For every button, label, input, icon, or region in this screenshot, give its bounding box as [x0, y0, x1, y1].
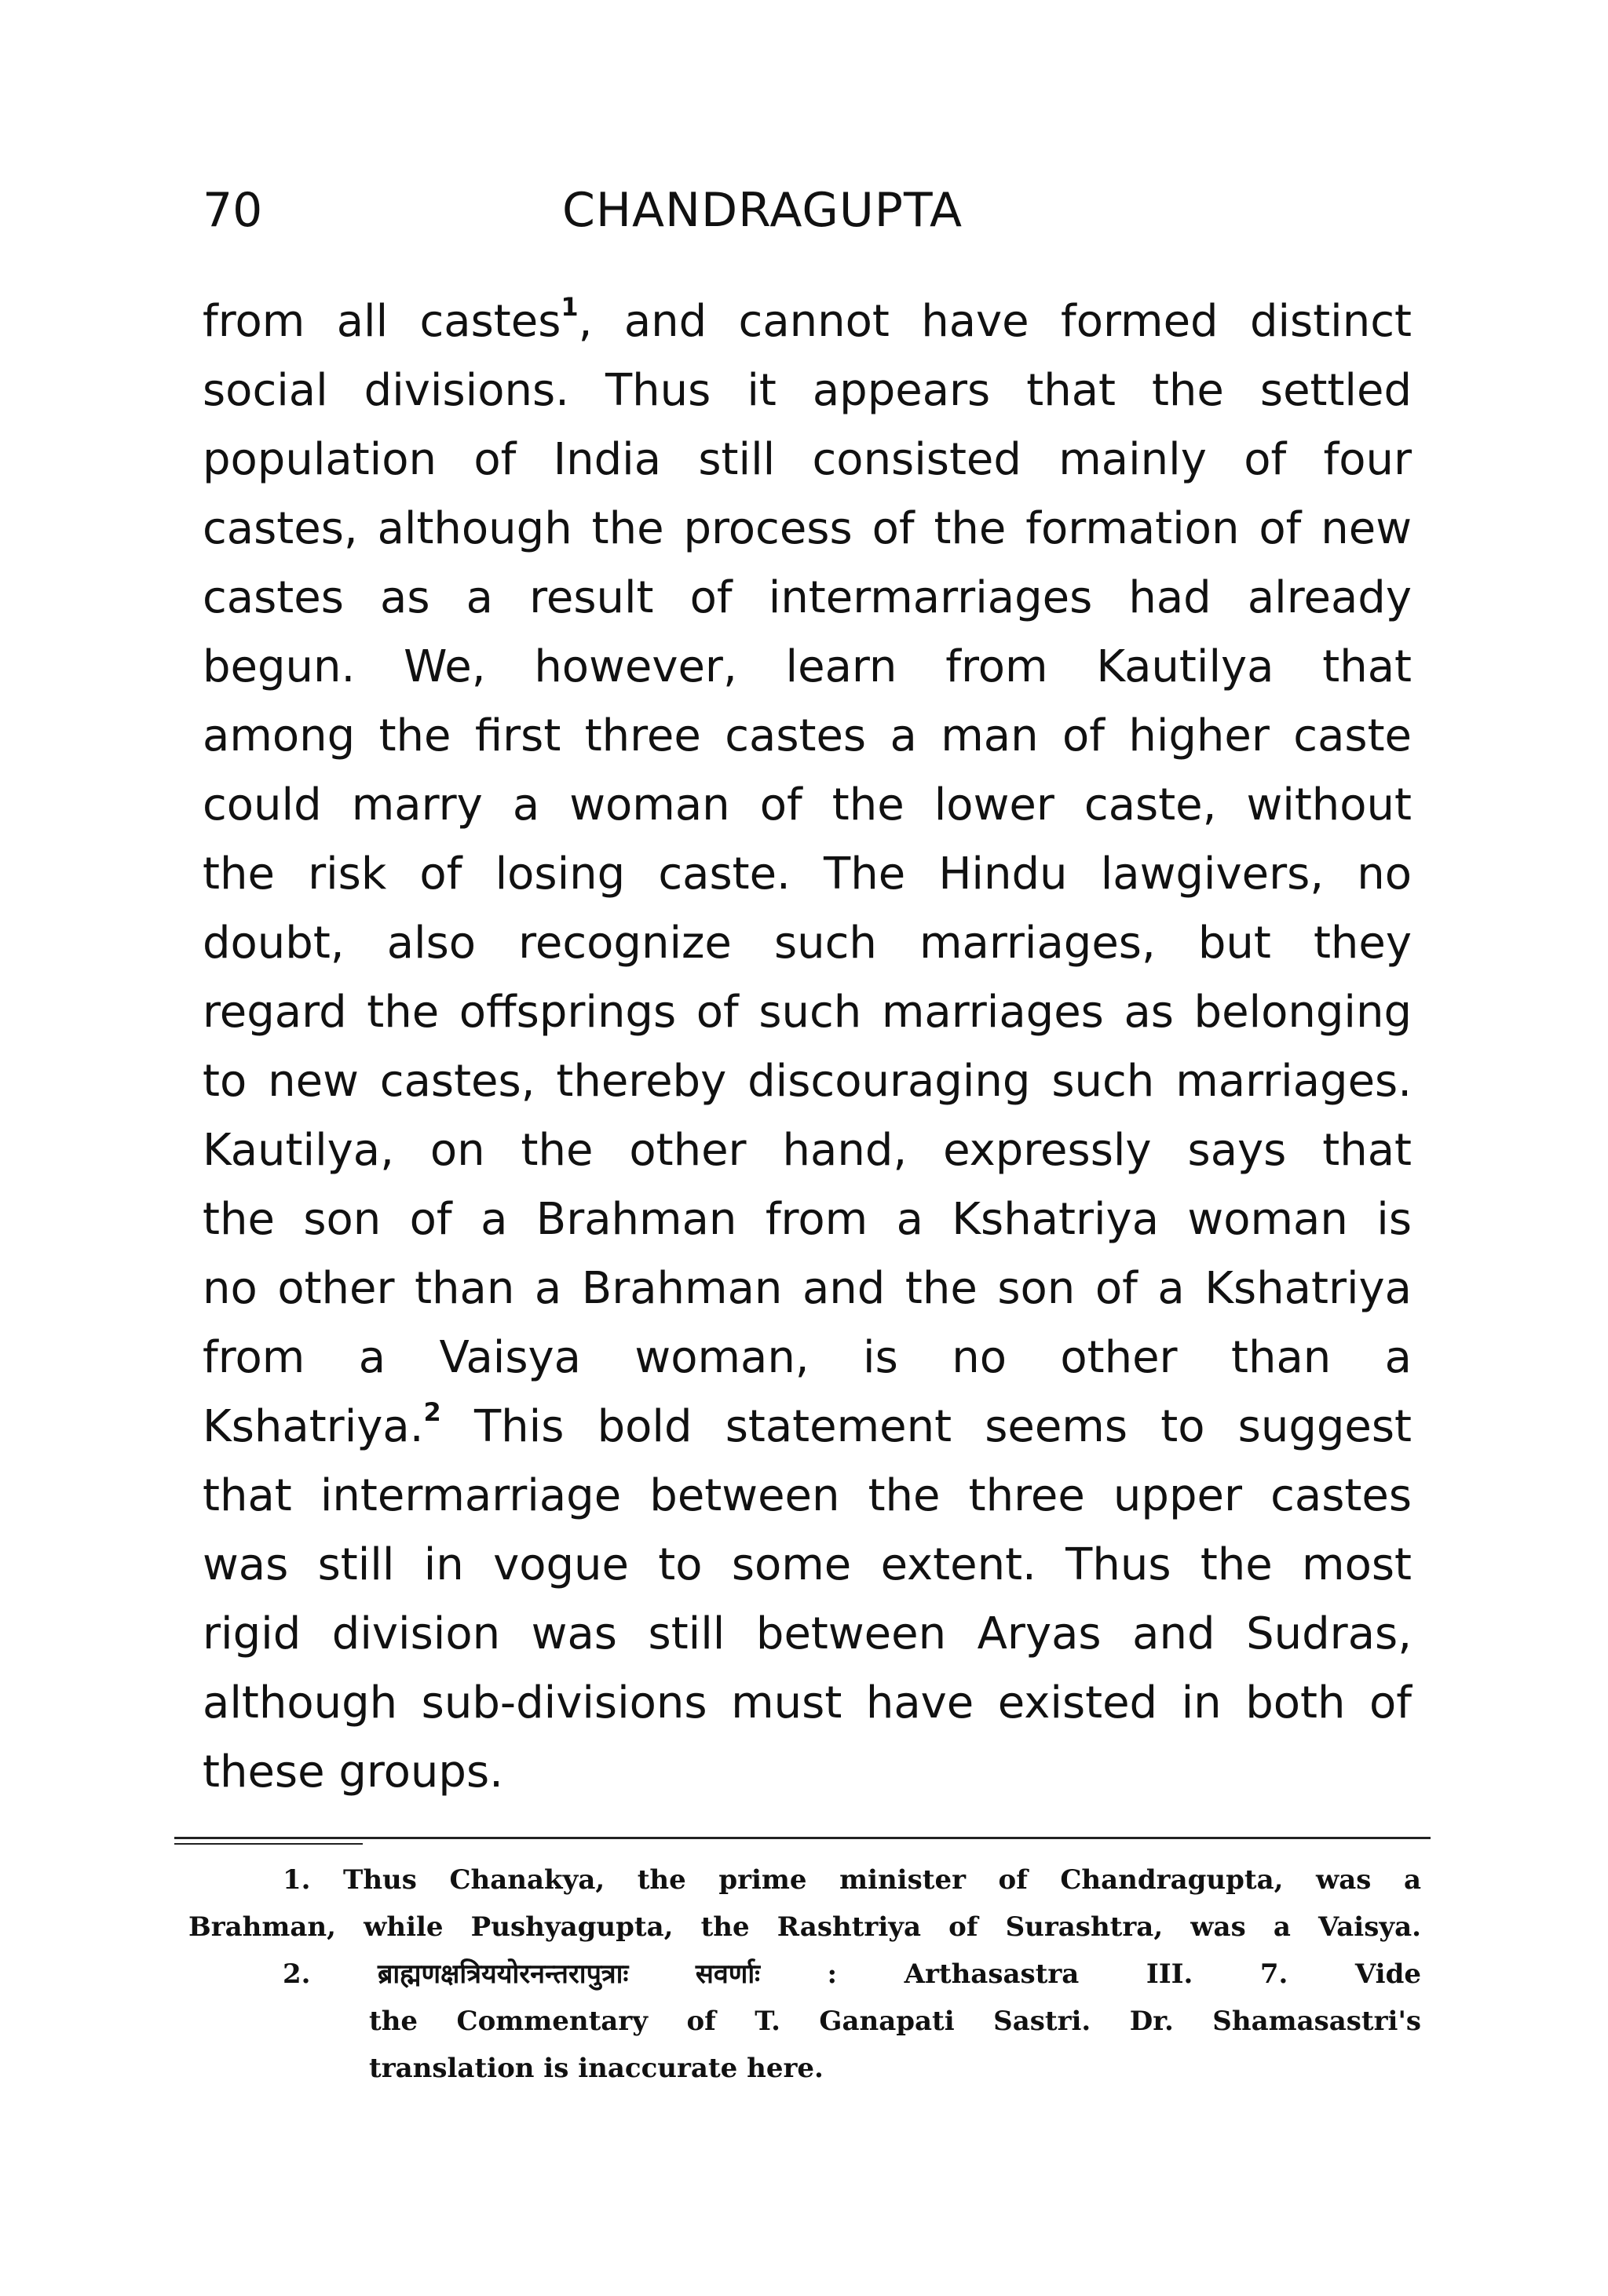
- body-line: to new castes, thereby discouraging such marriages.: [203, 1056, 1412, 1107]
- running-title: CHANDRAGUPTA: [562, 183, 963, 238]
- body-line: [203, 287, 1412, 356]
- footnote-line: 2. ब्राह्मणक्षत्रिययोरनन्तरापुत्राः सवर्णाः : Arthasastra III. 7. Vide: [283, 1958, 1421, 1990]
- body-line: although sub-divisions must have existed in both of: [203, 1677, 1412, 1728]
- body-line: from a Vaisya woman, is no other than a: [203, 1332, 1412, 1383]
- body-line: that intermarriage between the three upper castes: [203, 1470, 1412, 1521]
- footnote-marker: 2: [423, 1397, 441, 1427]
- body-line: rigid division was still between Aryas and Sudras,: [203, 1608, 1412, 1659]
- body-line: the son of a Brahman from a Kshatriya woman is: [203, 1194, 1412, 1245]
- body-line: castes as a result of intermarriages had already: [203, 572, 1412, 623]
- body-line: the risk of losing caste. The Hindu lawgivers, no: [203, 849, 1412, 900]
- footnote-divider-short: [174, 1843, 363, 1845]
- footnote-line: translation is inaccurate here.: [369, 2053, 824, 2084]
- footnote-line: the Commentary of T. Ganapati Sastri. Dr. Shamasastri's: [369, 2006, 1421, 2037]
- body-line-text: , and cannot have formed distinct: [578, 296, 1412, 347]
- footnote-marker: 1: [561, 292, 579, 322]
- footnotes: [188, 1856, 1421, 2092]
- footnote-line: Brahman, while Pushyagupta, the Rashtriya of Surashtra, was a Vaisya.: [188, 1911, 1421, 1943]
- body-line: population of India still consisted mainly of four: [203, 434, 1412, 485]
- body-line: these groups.: [203, 1747, 503, 1798]
- body-line-text: This bold statement seems to suggest: [440, 1401, 1412, 1452]
- body-line: doubt, also recognize such marriages, but they: [203, 918, 1412, 969]
- page-number: 70: [203, 183, 263, 238]
- body-line: was still in vogue to some extent. Thus the most: [203, 1539, 1412, 1590]
- footnote-line: 1. Thus Chanakya, the prime minister of Chandragupta, was a: [283, 1864, 1421, 1896]
- body-line-text: Kshatriya.: [203, 1401, 424, 1452]
- page-header: [203, 179, 1412, 242]
- body-line: social divisions. Thus it appears that the settled: [203, 365, 1412, 416]
- body-line: among the first three castes a man of higher caste: [203, 710, 1412, 761]
- body-line: [203, 1393, 1412, 1462]
- body-line: begun. We, however, learn from Kautilya that: [203, 641, 1412, 692]
- body-text: [203, 287, 1412, 1807]
- body-line: could marry a woman of the lower caste, without: [203, 779, 1412, 830]
- body-line: no other than a Brahman and the son of a Kshatriya: [203, 1263, 1412, 1314]
- body-line: castes, although the process of the formation of new: [203, 503, 1412, 554]
- body-line: Kautilya, on the other hand, expressly says that: [203, 1125, 1412, 1176]
- body-line: regard the offsprings of such marriages as belonging: [203, 987, 1412, 1038]
- footnote-divider: [174, 1837, 1431, 1839]
- body-line-text: from all castes: [203, 296, 561, 347]
